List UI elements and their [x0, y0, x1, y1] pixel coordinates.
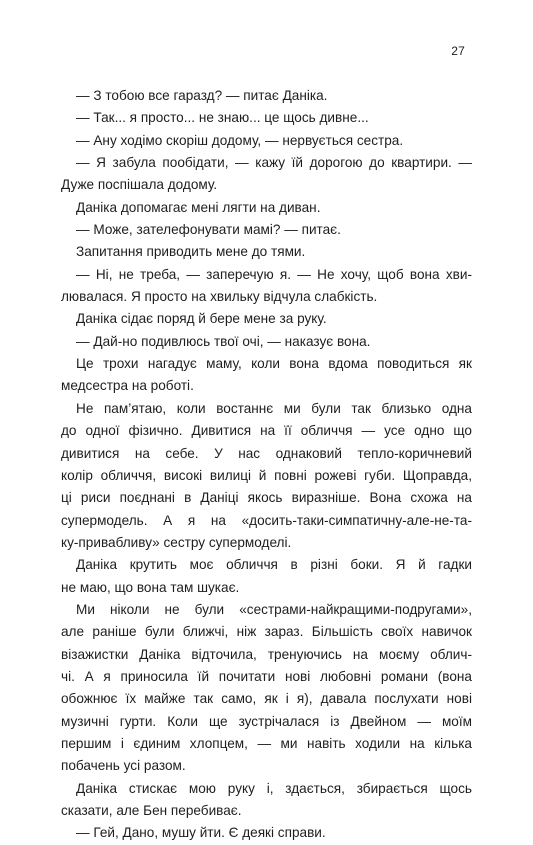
- page-number: 27: [451, 44, 465, 58]
- text-line: — Ану ходімо скоріш додому, — нервується сестра.: [76, 132, 404, 148]
- text-line: візажистки Даніка відточила, тренуючись на моєму облич-: [61, 646, 472, 662]
- text-line: Ми ніколи не були «сестрами-найкращими-подругами»,: [76, 601, 472, 617]
- text-line: — З тобою все гаразд? — питає Даніка.: [76, 88, 328, 103]
- text-line: — Гей, Дано, мушу йти. Є деякі справи.: [76, 825, 326, 841]
- text-line: лювалася. Я просто на хвильку відчула слабкість.: [61, 289, 378, 305]
- text-line: Не пам’ятаю, коли востаннє ми були так близько одна: [76, 400, 472, 416]
- text-line: Даніка допомагає мені лягти на диван.: [76, 199, 321, 215]
- text-line: ку-привабливу» сестру супермоделі.: [61, 534, 292, 550]
- text-line: колір обличчя, високі вилиці й повні рожеві губи. Щоправда,: [61, 467, 472, 483]
- text-line: Даніка крутить моє обличчя в різні боки. Я й гадки: [76, 557, 472, 573]
- body-text: [61, 85, 472, 845]
- text-line: чі. А я приносила їй почитати нові любовні романи (вона: [61, 668, 472, 684]
- text-line: але раніше були ближчі, ніж зараз. Більшість своїх навичок: [61, 624, 472, 640]
- text-line: — Так... я просто... не знаю... це щось дивне...: [76, 110, 369, 126]
- text-line: музичні гурти. Коли ще зустрічалася із Двейном — моїм: [61, 713, 472, 729]
- text-line: дивитися на себе. У нас однаковий тепло-коричневий: [61, 445, 472, 461]
- text-line: Запитання приводить мене до тями.: [76, 244, 306, 260]
- text-line: до одної фізично. Дивитися на її обличчя — усе одно що: [61, 423, 472, 439]
- text-line: медсестра на роботі.: [61, 378, 194, 394]
- text-line: — Дай-но подивлюсь твої очі, — наказує вона.: [76, 333, 371, 349]
- text-line: Дуже поспішала додому.: [61, 177, 218, 193]
- text-line: Даніка сідає поряд й бере мене за руку.: [76, 311, 327, 327]
- text-line: супермодель. А я на «досить-таки-симпатичну-але-не-та-: [61, 512, 472, 528]
- text-line: ці риси поєднані в Даніці якось виразніше. Вона схожа на: [61, 490, 472, 506]
- text-line: обожнює їх майже так само, як і я), давала послухати нові: [61, 691, 472, 707]
- text-line: — Ні, не треба, — заперечую я. — Не хочу, щоб вона хви-: [76, 266, 472, 282]
- text-line: сказати, але Бен перебиває.: [61, 803, 242, 818]
- text-line: Даніка стискає мою руку і, здається, збирається щось: [76, 780, 472, 796]
- text-line: першим і єдиним хлопцем, — ми навіть ходили на кілька: [61, 735, 472, 751]
- text-line: — Я забула пообідати, — кажу їй дорогою до квартири. —: [76, 155, 472, 171]
- text-line: — Може, зателефонувати мамі? — питає.: [76, 222, 341, 238]
- text-line: побачень усі разом.: [61, 758, 186, 774]
- text-line: не маю, що вона там шукає.: [61, 579, 240, 595]
- text-line: Це трохи нагадує маму, коли вона вдома поводиться як: [76, 356, 472, 372]
